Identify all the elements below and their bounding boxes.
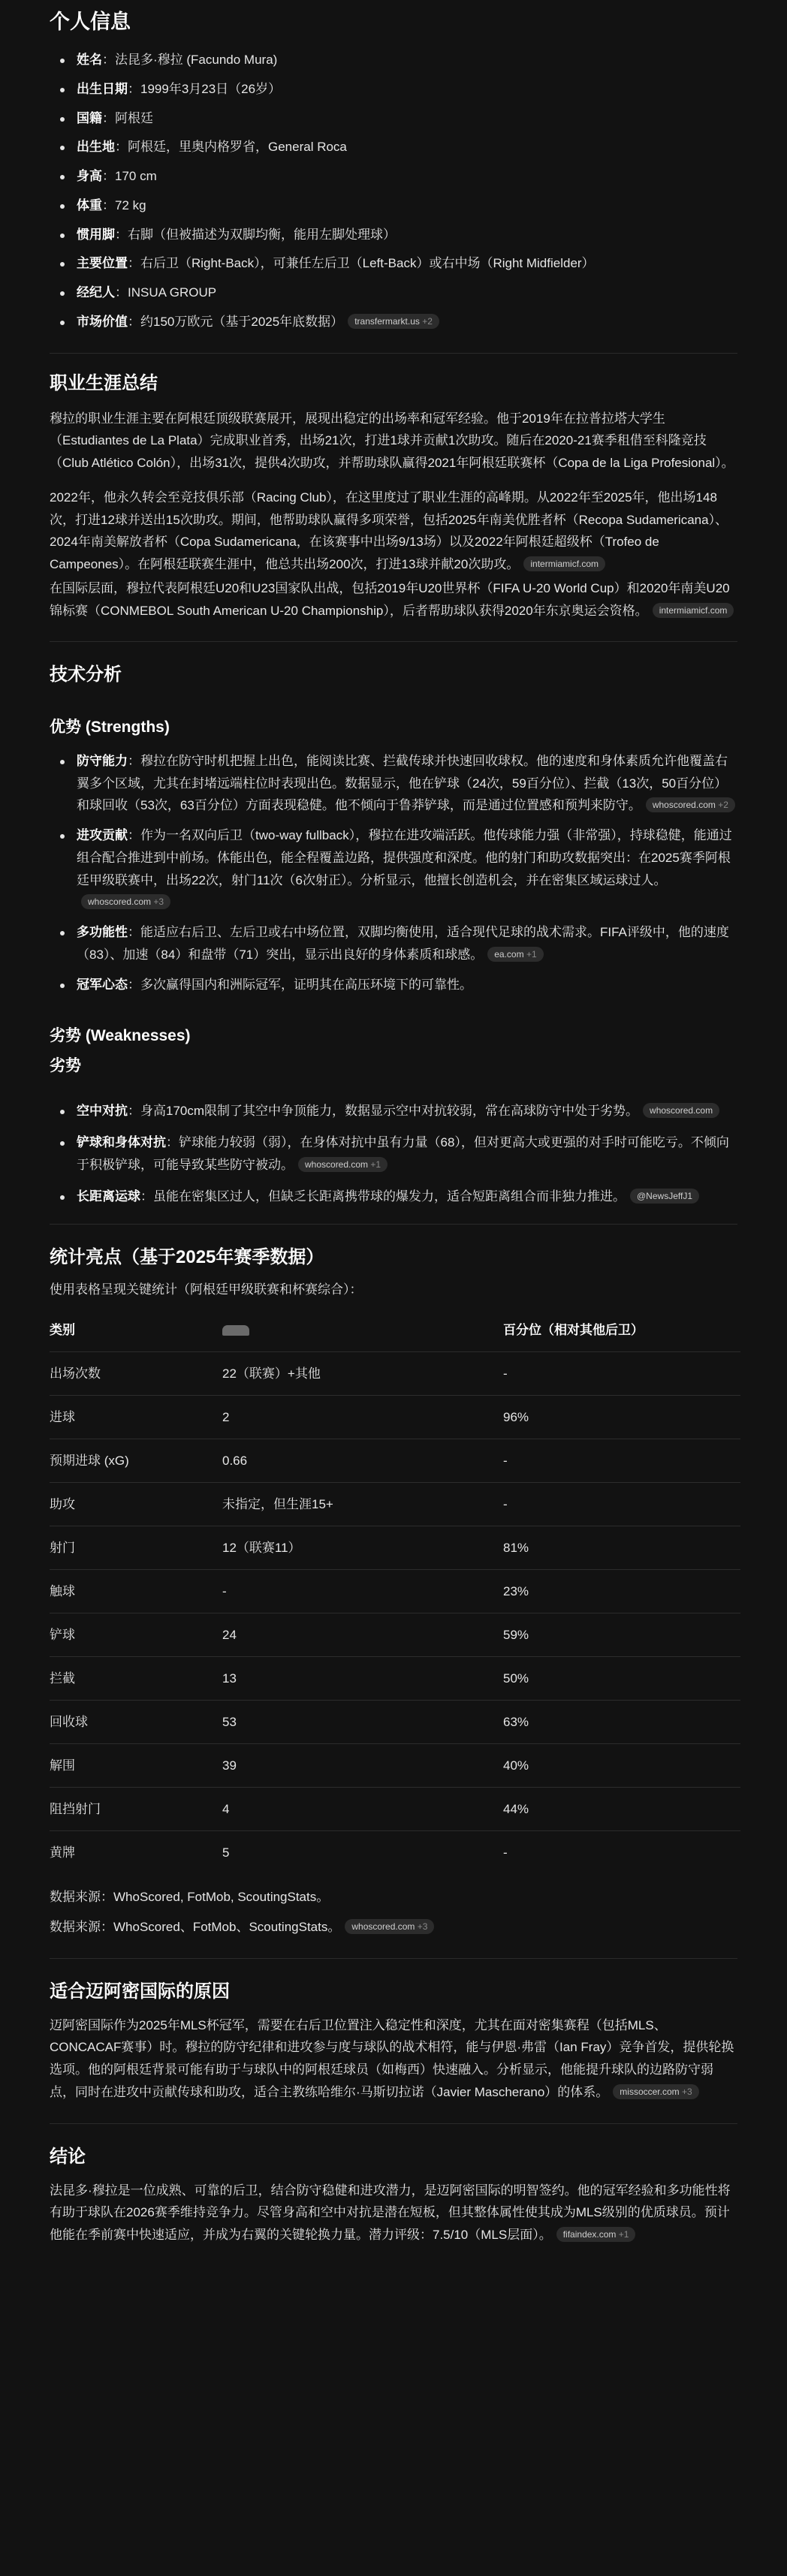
stats-intro: 使用表格呈现关键统计（阿根廷甲级联赛和杯赛综合）： [50,1282,363,1297]
cell-value: 12（联赛11） [222,1526,503,1570]
weakness-item-label: 长距离运球 [77,1189,140,1204]
personal-info-item-label: 经纪人 [77,285,115,300]
cell-value: 24 [222,1613,503,1657]
table-row [50,1483,740,1526]
table-row [50,1788,740,1831]
citation-chip[interactable] [556,2227,636,2242]
cell-value: 39 [222,1744,503,1788]
personal-info-item-label: 主要位置 [77,256,128,271]
cell-category: 阻挡射门 [50,1788,222,1831]
cell-category: 出场次数 [50,1352,222,1396]
weakness-item: 铲球和身体对抗：铲球能力较弱（弱），在身体对抗中虽有力量（68），但对更高大或更强的对手时可能吃亏。不倾向于积极铲球，可能导致某些防守被动。 whoscored.com +1 [50,1131,737,1177]
personal-info-item-label: 惯用脚 [77,227,115,242]
citation-chip-label: whoscored.com [351,1921,415,1932]
cell-value: 4 [222,1788,503,1831]
citation-chip[interactable] [487,947,543,962]
citation-chip-count: +1 [618,2229,629,2240]
strength-item-label: 防守能力 [77,753,128,768]
citation-chip-count: +1 [526,948,537,960]
weaknesses-subtitle: 劣势 [50,1056,81,1074]
table-row [50,1352,740,1396]
cell-percentile: 40% [503,1744,740,1788]
personal-info-item-label: 身高 [77,169,102,184]
career-paragraph-2 [50,487,737,576]
citation-chip-count: +2 [718,800,728,811]
cell-value: - [222,1570,503,1613]
personal-info-item: 身高：170 cm [50,165,737,188]
cell-percentile: 23% [503,1570,740,1613]
citation-chip-count: +2 [422,315,433,327]
cell-value: 13 [222,1657,503,1701]
cell-percentile: - [503,1439,740,1483]
personal-info-item-text: 72 kg [115,197,146,212]
section-title-fit: 适合迈阿密国际的原因 [50,1981,230,2002]
stats-table [50,1309,740,1874]
weakness-item: 长距离运球：虽能在密集区过人，但缺乏长距离携带球的爆发力，适合短距离组合而非独力推进。 @NewsJeffJ1 [50,1186,737,1208]
section-title-personal: 个人信息 [50,11,131,33]
column-header-percentile: 百分位（相对其他后卫） [503,1322,644,1337]
team-logo-icon [222,1325,249,1336]
cell-percentile: - [503,1352,740,1396]
stats-source-1: 数据来源：WhoScored, FotMob, ScoutingStats。 [50,1890,330,1905]
citation-chip[interactable] [348,314,439,329]
cell-percentile: - [503,1483,740,1526]
personal-info-item-text: 右后卫（Right-Back），可兼任左后卫（Left-Back）或右中场（Right Midfielder） [140,256,595,271]
strength-item: 冠军心态：多次赢得国内和洲际冠军，证明其在高压环境下的可靠性。 [50,974,737,996]
citation-chip[interactable]: intermiamicf.com [523,556,605,571]
personal-info-item: 惯用脚：右脚（但被描述为双脚均衡，能用左脚处理球） [50,224,737,246]
strength-item: 多功能性：能适应右后卫、左后卫或右中场位置，双脚均衡使用，适合现代足球的战术需求。FIFA评级中，他的速度（83）、加速（84）和盘带（71）突出，显示出良好的身体素质和球感。 ea.com +1 [50,921,737,966]
cell-category: 预期进球 (xG) [50,1439,222,1483]
citation-chip-label: transfermarkt.us [354,315,420,327]
fit-paragraph [50,2014,737,2104]
cell-category: 进球 [50,1396,222,1439]
citation-chip-label: whoscored.com [88,896,152,908]
citation-chip-label: @NewsJeffJ1 [637,1190,692,1201]
strength-item-text: 能适应右后卫、左后卫或右中场位置，双脚均衡使用，适合现代足球的战术需求。FIFA评级中，他的速度（83）、加速（84）和盘带（71）突出，显示出良好的身体素质和球感。 [77,925,729,962]
cell-category: 触球 [50,1570,222,1613]
weakness-item-label: 空中对抗 [77,1104,128,1119]
weakness-item: 空中对抗：身高170cm限制了其空中争顶能力，数据显示空中对抗较弱，常在高球防守中处于劣势。 whoscored.com [50,1100,737,1122]
personal-info-item-label: 出生地 [77,140,115,155]
weakness-item-text: 铲球能力较弱（弱），在身体对抗中虽有力量（68），但对更高大或更强的对手时可能吃亏。不倾向于积极铲球，可能导致某些防守被动。 [77,1135,729,1172]
conclusion-paragraph [50,2180,737,2246]
weakness-item-text: 虽能在密集区过人，但缺乏长距离携带球的爆发力，适合短距离组合而非独力推进。 [153,1189,626,1204]
personal-info-item-text: 170 cm [115,169,157,184]
cell-value: 5 [222,1831,503,1875]
cell-category: 拦截 [50,1657,222,1701]
cell-category: 黄牌 [50,1831,222,1875]
cell-value: 53 [222,1701,503,1744]
weaknesses-list [50,1100,737,1207]
table-row [50,1701,740,1744]
section-title-tech: 技术分析 [50,664,122,685]
column-header-value [222,1309,503,1352]
personal-info-item: 姓名：法昆多·穆拉 (Facundo Mura) [50,49,737,71]
personal-info-item: 出生地：阿根廷，里奥内格罗省，General Roca [50,136,737,158]
personal-info-item-label: 体重 [77,197,102,212]
personal-info-item-text: INSUA GROUP [128,285,217,300]
weaknesses-title: 劣势 (Weaknesses) [50,1027,191,1045]
section-title-career: 职业生涯总结 [50,372,158,393]
section-title-stats: 统计亮点（基于2025年赛季数据） [50,1247,324,1268]
cell-value: 2 [222,1396,503,1439]
career-paragraph-3 [50,577,737,622]
citation-chip[interactable]: intermiamicf.com [653,603,734,618]
cell-category: 射门 [50,1526,222,1570]
table-row [50,1526,740,1570]
table-row [50,1439,740,1483]
citation-chip-label: whoscored.com [650,1105,713,1116]
cell-category: 助攻 [50,1483,222,1526]
citation-chip-count: +3 [153,896,164,908]
citation-chip-count: +1 [370,1158,381,1170]
personal-info-item: 市场价值：约150万欧元（基于2025年底数据） transfermarkt.us +2 [50,311,737,333]
weakness-item-text: 身高170cm限制了其空中争顶能力，数据显示空中对抗较弱，常在高球防守中处于劣势。 [140,1104,639,1119]
career-paragraph-3-text: 在国际层面，穆拉代表阿根廷U20和U23国家队出战，包括2019年U20世界杯（FIFA U-20 World Cup）和2020年南美U20锦标赛（CONMEBOL South American U-20 Championship），后者帮助球队获得2020年东京奥运会资格。 [50,580,730,618]
personal-info-item: 出生日期：1999年3月23日（26岁） [50,78,737,101]
personal-info-item-label: 姓名 [77,53,102,68]
career-paragraph-1: 穆拉的职业生涯主要在阿根廷顶级联赛展开，展现出稳定的出场率和冠军经验。他于2019年在拉普拉塔大学生（Estudiantes de La Plata）完成职业首秀，出场21次，打进1球并贡献1次助攻。随后在2020-21赛季租借至科隆竞技（Club Atlético Colón），出场31次，提供4次助攻，并帮助球队赢得2021年阿根廷联赛杯（Copa de la Liga Profesional）。 [50,411,734,471]
personal-info-item-label: 出生日期 [77,81,128,96]
citation-chip[interactable] [298,1157,387,1172]
citation-chip-label: fifaindex.com [562,2229,617,2240]
stats-table-header [50,1309,740,1352]
cell-category: 回收球 [50,1701,222,1744]
personal-info-item-label: 市场价值 [77,314,128,329]
section-title-conclusion: 结论 [50,2146,86,2167]
personal-info-item-text: 1999年3月23日（26岁） [140,81,282,96]
citation-chip-label: ea.com [494,948,524,960]
table-row [50,1657,740,1701]
cell-percentile: 50% [503,1657,740,1701]
strength-item: 防守能力：穆拉在防守时机把握上出色，能阅读比赛、拦截传球并快速回收球权。他的速度和身体素质允许他覆盖右翼多个区域，尤其在封堵远端柱位时表现出色。数据显示，他在铲球（24次，59百分位）、拦截（13次，50百分位）和球回收（53次，63百分位）方面表现稳健。他不倾向于鲁莽铲球，而是通过位置感和预判来防守。 whoscored.com +2 [50,750,737,817]
cell-category: 解围 [50,1744,222,1788]
fit-paragraph-text: 迈阿密国际作为2025年MLS杯冠军，需要在右后卫位置注入稳定性和深度，尤其在面对密集赛程（包括MLS、CONCACAF赛事）时。穆拉的防守纪律和进攻参与度与球队的战术相符，能与伊恩·弗雷（Ian Fray）竞争首发，提供轮换选项。他的阿根廷背景可能有助于与球队中的阿根廷球员（如梅西）快速融入。分析显示，他能提升球队的边路防守弱点，同时在进攻中贡献传球和助攻，适合主教练哈维尔·马斯切拉诺（Javier Mascherano）的体系。 [50,2017,734,2099]
table-row [50,1613,740,1657]
citation-chip[interactable] [643,1103,719,1118]
citation-chip-label: missoccer.com [620,2086,680,2097]
citation-chip[interactable] [81,894,170,909]
strength-item-text: 穆拉在防守时机把握上出色，能阅读比赛、拦截传球并快速回收球权。他的速度和身体素质允许他覆盖右翼多个区域，尤其在封堵远端柱位时表现出色。数据显示，他在铲球（24次，59百分位）、拦截（13次，50百分位）和球回收（53次，63百分位）方面表现稳健。他不倾向于鲁莽铲球，而是通过位置感和预判来防守。 [77,753,728,813]
strength-item-text: 多次赢得国内和洲际冠军，证明其在高压环境下的可靠性。 [140,977,472,992]
table-row [50,1570,740,1613]
citation-chip-count: +3 [417,1921,428,1932]
strength-item: 进攻贡献：作为一名双向后卫（two-way fullback），穆拉在进攻端活跃。他传球能力强（非常强），持球稳健，能通过组合配合推进到中前场。体能出色，能全程覆盖边路，提供强度和深度。他的射门和助攻数据突出：在2025赛季阿根廷甲级联赛中，出场22次，射门11次（6次射正）。分析显示，他擅长创造机会，并在密集区域运球过人。whoscored.com +3 [50,824,737,914]
personal-info-item: 国籍：阿根廷 [50,107,737,130]
personal-info-item-text: 阿根廷 [115,110,153,125]
strength-item-label: 进攻贡献 [77,828,128,843]
cell-percentile: - [503,1831,740,1875]
citation-chip-label: whoscored.com [305,1158,369,1170]
personal-info-item-text: 约150万欧元（基于2025年底数据） [140,314,344,329]
cell-value: 0.66 [222,1439,503,1483]
cell-percentile: 96% [503,1396,740,1439]
career-paragraph-2-text: 2022年，他永久转会至竞技俱乐部（Racing Club），在这里度过了职业生涯的高峰期。从2022年至2025年，他出场148次，打进12球并送出15次助攻。期间，他帮助球队赢得多项荣誉，包括2025年南美优胜者杯（Recopa Sudamericana）、2024年南美解放者杯（Copa Sudamericana，在该赛事中出场9/13场）以及2022年阿根廷超级杯（Trofeo de Campeones）。在阿根廷联赛生涯中，他总共出场200次，打进13球并献20次助攻。 [50,490,728,572]
column-header-category: 类别 [50,1322,75,1337]
cell-category: 铲球 [50,1613,222,1657]
cell-percentile: 63% [503,1701,740,1744]
table-row [50,1744,740,1788]
personal-info-item-label: 国籍 [77,110,102,125]
citation-chip[interactable] [345,1919,434,1934]
cell-percentile: 81% [503,1526,740,1570]
conclusion-paragraph-text: 法昆多·穆拉是一位成熟、可靠的后卫，结合防守稳健和进攻潜力，是迈阿密国际的明智签约。他的冠军经验和多功能性将有助于球队在2026赛季维持竞争力。尽管身高和空中对抗是潜在短板，但其整体属性使其成为MLS级别的优质球员。预计他能在季前赛中快速适应，并成为右翼的关键轮换力量。潜力评级：7.5/10（MLS层面）。 [50,2183,731,2243]
citation-chip-count: +3 [681,2086,692,2097]
cell-value: 22（联赛）+其他 [222,1352,503,1396]
personal-info-item-text: 右脚（但被描述为双脚均衡，能用左脚处理球） [128,227,396,242]
personal-info-item: 经纪人：INSUA GROUP [50,282,737,304]
citation-chip[interactable] [646,797,735,812]
personal-info-item: 主要位置：右后卫（Right-Back），可兼任左后卫（Left-Back）或右中场（Right Midfielder） [50,252,737,275]
table-row [50,1831,740,1875]
strength-item-label: 冠军心态 [77,977,128,992]
citation-chip[interactable] [613,2084,698,2099]
citation-chip[interactable] [630,1189,699,1204]
personal-info-item-text: 阿根廷，里奥内格罗省，General Roca [128,140,347,155]
cell-value: 未指定，但生涯15+ [222,1483,503,1526]
personal-info-list [50,49,737,333]
table-row [50,1396,740,1439]
strength-item-text: 作为一名双向后卫（two-way fullback），穆拉在进攻端活跃。他传球能力强（非常强），持球稳健，能通过组合配合推进到中前场。体能出色，能全程覆盖边路，提供强度和深度。他的射门和助攻数据突出：在2025赛季阿根廷甲级联赛中，出场22次，射门11次（6次射正）。分析显示，他擅长创造机会，并在密集区域运球过人。 [77,828,732,887]
personal-info-item: 体重：72 kg [50,194,737,217]
cell-percentile: 59% [503,1613,740,1657]
strengths-list [50,750,737,996]
stats-source-2 [50,1916,737,1939]
personal-info-item-text: 法昆多·穆拉 (Facundo Mura) [115,53,278,68]
stats-source-2-text: 数据来源：WhoScored、FotMob、ScoutingStats。 [50,1919,341,1934]
strength-item-label: 多功能性 [77,925,128,940]
weakness-item-label: 铲球和身体对抗 [77,1135,166,1150]
cell-percentile: 44% [503,1788,740,1831]
strengths-title: 优势 (Strengths) [50,719,170,737]
citation-chip-label: whoscored.com [652,800,716,811]
